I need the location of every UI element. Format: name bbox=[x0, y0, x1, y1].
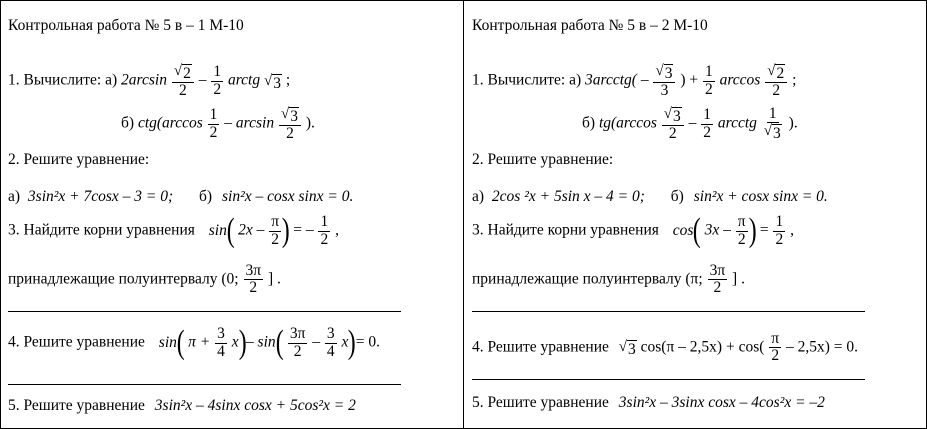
v2-task-5-label: 5. Решите уравнение bbox=[472, 394, 609, 411]
v1-task-3-eq: = – bbox=[293, 221, 314, 239]
v2-task-3-equation: 3. Найдите корни уравнения cos( 3x – $\frac{\pi}{2}$ ) = $\frac{1}{2}$ , bbox=[472, 212, 794, 249]
v2-task-1a-end: ; bbox=[792, 71, 797, 89]
v2-task-4-eq1: cos(π – 2,5x) + cos( bbox=[640, 338, 765, 356]
v2-task-1b-mid: – bbox=[688, 114, 697, 132]
v1-task-2-equations bbox=[8, 188, 353, 206]
v2-frac-3pi-2: $\frac{3\pi}{2}$ bbox=[709, 262, 726, 297]
v1-task-4-i1: π + bbox=[188, 333, 211, 351]
v1-task-1a-func: 2arcsin bbox=[121, 71, 167, 89]
v1-sqrt-3: √ 3 bbox=[263, 72, 281, 92]
v2-task-3-end: , bbox=[790, 221, 794, 239]
v2-task-1b-marker: б) bbox=[582, 114, 596, 132]
v2-task-3-interval bbox=[472, 263, 745, 297]
v2-frac-1-2: $\frac{1}{2}$ bbox=[704, 63, 713, 98]
v1-task-5-label: 5. Решите уравнение bbox=[8, 397, 145, 414]
v1-frac-3-4b: $\frac{3}{4}$ bbox=[326, 325, 335, 360]
v1-task-1a-marker: а) bbox=[105, 71, 118, 89]
v1-task-3-int-end: ] . bbox=[267, 270, 281, 288]
v2-task-4-equation bbox=[472, 331, 858, 365]
v1-task-2b-eq: sin²x – cosx sinx = 0. bbox=[221, 188, 354, 205]
v1-task-5-eq: 3sin²x – 4sinx cosx + 5cos²x = 2 bbox=[154, 397, 356, 414]
v2-task-1a-func2: arccos bbox=[719, 71, 761, 89]
v2-task-3-func: cos bbox=[672, 221, 694, 239]
v1-task-1b-marker: б) bbox=[121, 114, 135, 132]
v1-task-1a-func2: arctg bbox=[227, 71, 261, 89]
v1-task-4-x2: x bbox=[341, 333, 349, 351]
v2-divider-1 bbox=[472, 311, 865, 312]
v2-frac-pi-2b: $\frac{\pi}{2}$ bbox=[771, 330, 780, 365]
v1-task-4-label: 4. Решите уравнение bbox=[8, 333, 145, 351]
variant-1-column bbox=[1, 1, 464, 428]
v2-task-4-label: 4. Решите уравнение bbox=[472, 338, 609, 356]
v1-task-1-label: 1. Вычислите: bbox=[8, 71, 102, 89]
v2-task-1-label: 1. Вычислите: bbox=[472, 71, 566, 89]
v2-task-2a-eq: 2cos ²x + 5sin x – 4 = 0; bbox=[491, 188, 645, 205]
v1-task-3-interval bbox=[8, 263, 281, 297]
variant-2-header: Контрольная работа № 5 в – 2 М-10 bbox=[472, 17, 708, 34]
v2-frac-rhs: $\frac{1}{2}$ bbox=[775, 213, 784, 248]
v2-sqrt-3: √ 3 bbox=[618, 339, 636, 359]
v2-task-3-int-end: ] . bbox=[732, 270, 745, 288]
v2-task-3-interval-text: принадлежащие полуинтервалу (π; bbox=[472, 270, 703, 288]
v2-frac-1-2b: $\frac{1}{2}$ bbox=[703, 106, 712, 141]
v1-task-3-equation: 3. Найдите корни уравнения sin( 2x – $\frac{\pi}{2}$ ) = – $\frac{1}{2}$ , bbox=[8, 212, 339, 249]
v2-divider-2 bbox=[472, 379, 865, 380]
v1-task-3-func: sin bbox=[208, 221, 227, 239]
v1-task-2b-marker: б) bbox=[199, 188, 213, 205]
v2-frac-pi-2: $\frac{\pi}{2}$ bbox=[737, 213, 746, 248]
v2-task-5 bbox=[472, 394, 825, 412]
v1-task-4-f1: sin bbox=[158, 333, 177, 351]
v2-task-3-eq: = bbox=[759, 221, 769, 239]
v1-task-4-end: = 0. bbox=[355, 333, 380, 351]
v2-task-2b-eq: sin²x + cosx sinx = 0. bbox=[693, 188, 828, 205]
v1-frac-sqrt2-2: √ 2 2 bbox=[172, 63, 194, 99]
v1-divider-1 bbox=[8, 311, 401, 312]
v1-task-1a-minus: – bbox=[198, 71, 207, 89]
v1-frac-rhs: $\frac{1}{2}$ bbox=[320, 213, 329, 248]
v2-task-3-label: 3. Найдите корни уравнения bbox=[472, 221, 659, 239]
v2-task-2-equations bbox=[472, 188, 828, 206]
variant-2-column bbox=[464, 1, 926, 428]
v2-task-4-eq2: – 2,5x) = 0. bbox=[785, 338, 859, 356]
v1-task-5 bbox=[8, 397, 356, 415]
v1-frac-sqrt3-2: √ 3 2 bbox=[279, 106, 301, 142]
v1-task-1a-end: ; bbox=[285, 71, 291, 89]
v1-task-1b-end: ). bbox=[305, 114, 315, 132]
v2-frac-1-sqrt3: 1 √ 3 bbox=[763, 105, 781, 143]
v1-task-3-interval-text: принадлежащие полуинтервалу (0; bbox=[8, 270, 239, 288]
v2-task-2a-marker: а) bbox=[472, 188, 485, 205]
v1-frac-3pi-2: $\frac{3\pi}{2}$ bbox=[245, 262, 262, 297]
v2-task-1b-func2: arcctg bbox=[717, 114, 757, 132]
v2-task-5-eq: 3sin²x – 3sinx cosx – 4cos²x = –2 bbox=[618, 394, 825, 411]
v1-task-2a-eq: 3sin²x + 7cosx – 3 = 0; bbox=[27, 188, 174, 205]
v1-task-2-label: 2. Решите уравнение: bbox=[8, 151, 150, 168]
v2-task-1a-plus: ) + bbox=[680, 71, 699, 89]
v2-frac-sqrt3-3: √ 3 3 bbox=[653, 63, 675, 99]
v2-task-1a bbox=[472, 63, 796, 99]
v1-task-4-minus: – bbox=[245, 333, 254, 351]
v2-task-1b-end: ). bbox=[788, 114, 798, 132]
v1-task-1b-func: ctg(arccos bbox=[137, 114, 203, 132]
v2-task-1b-func: tg(arccos bbox=[598, 114, 657, 132]
v1-frac-pi-2: $\frac{\pi}{2}$ bbox=[271, 213, 280, 248]
v2-task-3-inner: 3x – bbox=[704, 221, 731, 239]
v1-task-1b-mid: – arcsin bbox=[224, 114, 275, 132]
variant-1-header: Контрольная работа № 5 в – 1 М-10 bbox=[8, 17, 244, 34]
v1-task-1a bbox=[8, 63, 290, 99]
v1-frac-3pi-2b: $\frac{3\pi}{2}$ bbox=[289, 325, 306, 360]
v1-frac-1-2: $\frac{1}{2}$ bbox=[213, 63, 222, 98]
v2-task-1b bbox=[582, 106, 798, 142]
v1-task-2a-marker: а) bbox=[8, 188, 21, 205]
v1-task-4-equation: 4. Решите уравнение sin( π + $\frac{3}{4}$ x)– sin( $\frac{3\pi}{2}$ – $\frac{3}{4}$ x)= 0. bbox=[8, 324, 380, 361]
v1-frac-3-4a: $\frac{3}{4}$ bbox=[217, 325, 225, 360]
v1-task-3-end: , bbox=[335, 221, 339, 239]
v1-task-3-label: 3. Найдите корни уравнения bbox=[8, 221, 195, 239]
v1-task-4-x1: x bbox=[231, 333, 239, 351]
v2-task-2-label: 2. Решите уравнение: bbox=[472, 151, 614, 168]
v2-task-1a-marker: а) bbox=[569, 71, 582, 89]
v2-task-1a-func: 3arcctg( – bbox=[585, 71, 649, 89]
v2-frac-sqrt3-2: √ 3 2 bbox=[662, 106, 684, 142]
v1-task-4-f2: sin bbox=[257, 333, 276, 351]
v1-task-1b bbox=[121, 106, 315, 142]
v1-task-3-inner: 2x – bbox=[238, 221, 265, 239]
v1-frac-1-2b: $\frac{1}{2}$ bbox=[209, 106, 218, 141]
v1-task-4-m2: – bbox=[312, 333, 321, 351]
v2-task-2b-marker: б) bbox=[670, 188, 684, 205]
v2-frac-sqrt2-2: √ 2 2 bbox=[765, 63, 787, 99]
v1-divider-2 bbox=[8, 384, 401, 385]
